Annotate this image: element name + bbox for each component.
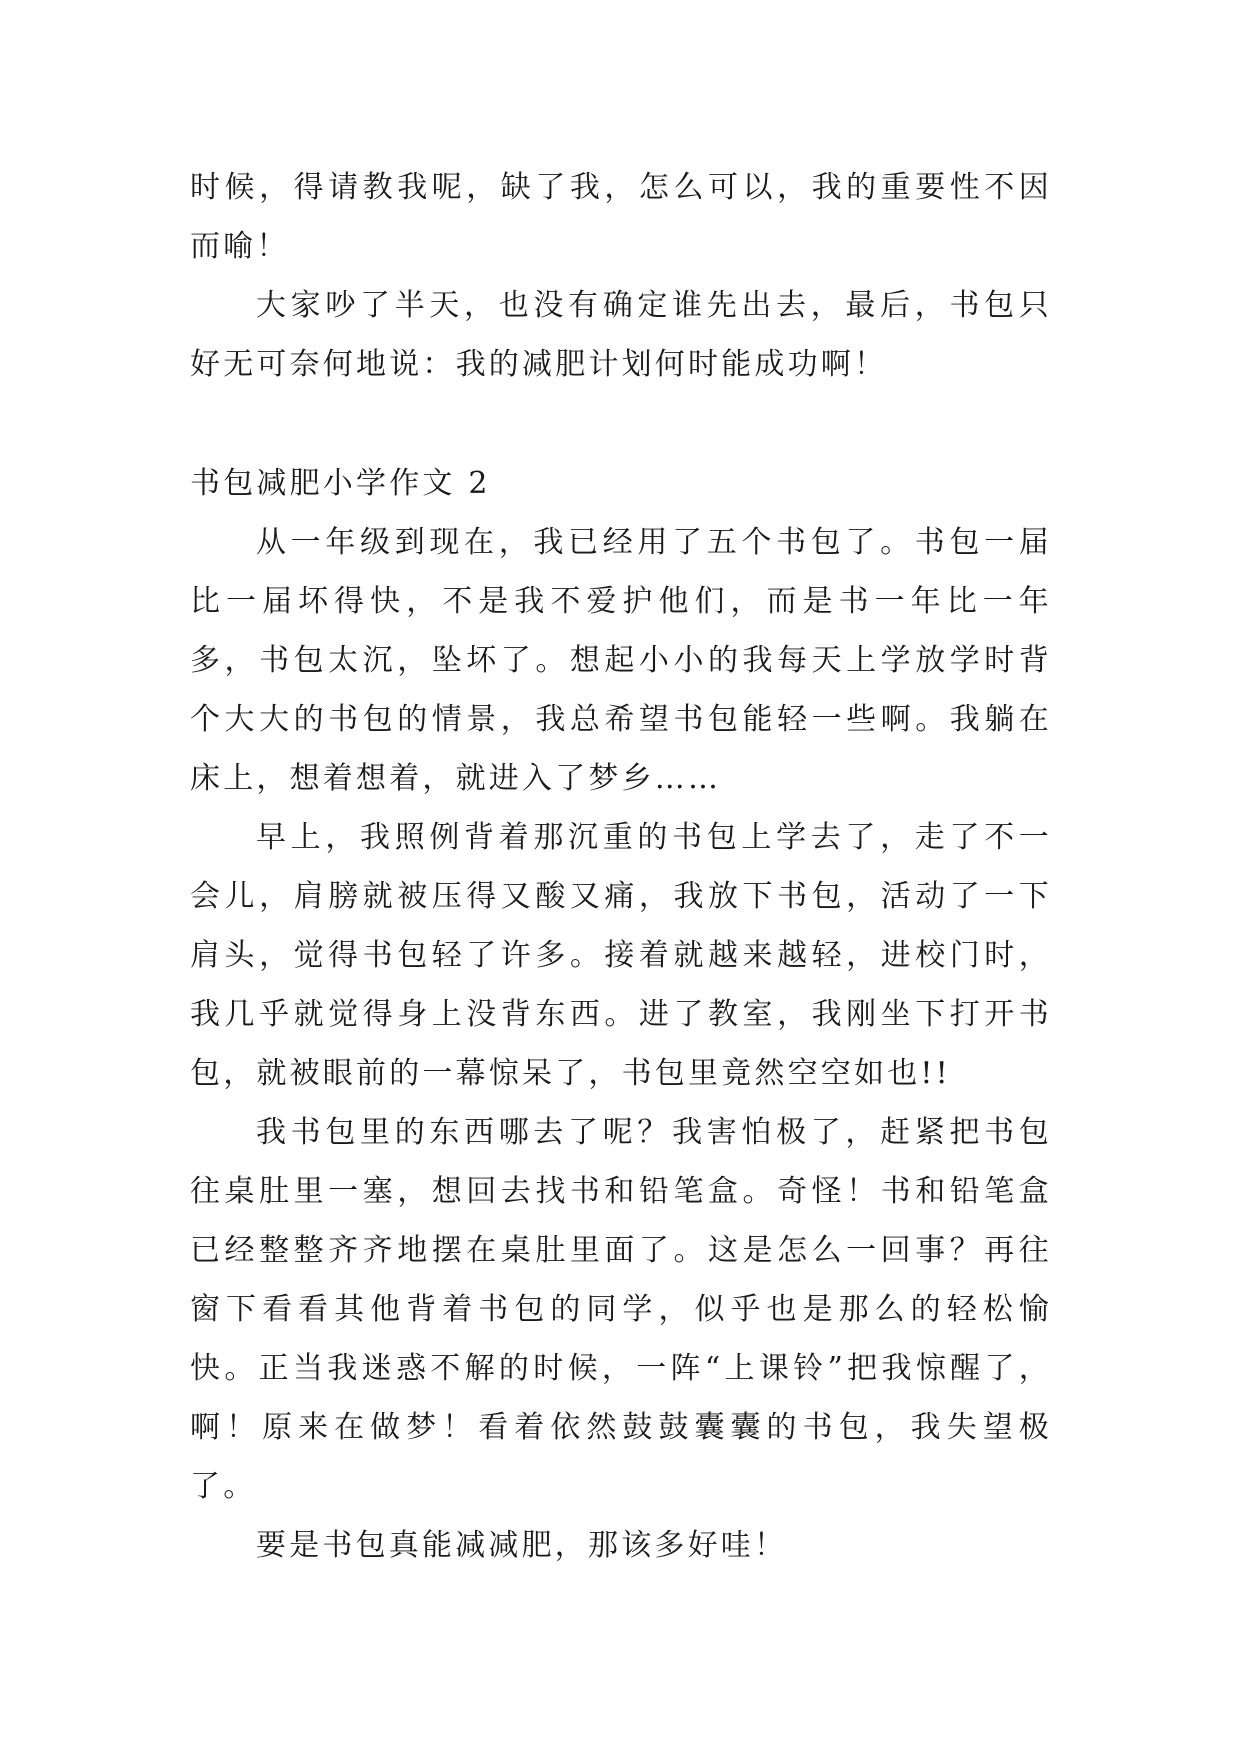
paragraph-4: 早上，我照例背着那沉重的书包上学去了，走了不一会儿，肩膀就被压得又酸又痛，我放下书包，活动了一下肩头，觉得书包轻了许多。接着就越来越轻，进校门时，我几乎就觉得身上没背东西。进了教室，我刚坐下打开书包，就被眼前的一幕惊呆了，书包里竟然空空如也!!: [190, 820, 1052, 1091]
paragraph-2: 大家吵了半天，也没有确定谁先出去，最后，书包只好无可奈何地说：我的减肥计划何时能成功啊！: [190, 288, 1052, 382]
paragraph-3: 从一年级到现在，我已经用了五个书包了。书包一届比一届坏得快，不是我不爱护他们，而是书一年比一年多，书包太沉，坠坏了。想起小小的我每天上学放学时背个大大的书包的情景，我总希望书包能轻一些啊。我躺在床上，想着想着，就进入了梦乡……: [190, 525, 1052, 796]
paragraph-5: 我书包里的东西哪去了呢？我害怕极了，赶紧把书包往桌肚里一塞，想回去找书和铅笔盒。奇怪！书和铅笔盒已经整整齐齐地摆在桌肚里面了。这是怎么一回事？再往窗下看看其他背着书包的同学，似乎也是那么的轻松愉快。正当我迷惑不解的时候，一阵“上课铃”把我惊醒了，啊！原来在做梦！看着依然鼓鼓囊囊的书包，我失望极了。: [190, 1115, 1052, 1504]
paragraph-6: 要是书包真能减减肥，那该多好哇！: [256, 1528, 788, 1563]
paragraph-1: 时候，得请教我呢，缺了我，怎么可以，我的重要性不因而喻！: [190, 170, 1052, 264]
section-title: 书包减肥小学作文 2: [190, 466, 491, 501]
document-body: [190, 158, 1052, 1575]
